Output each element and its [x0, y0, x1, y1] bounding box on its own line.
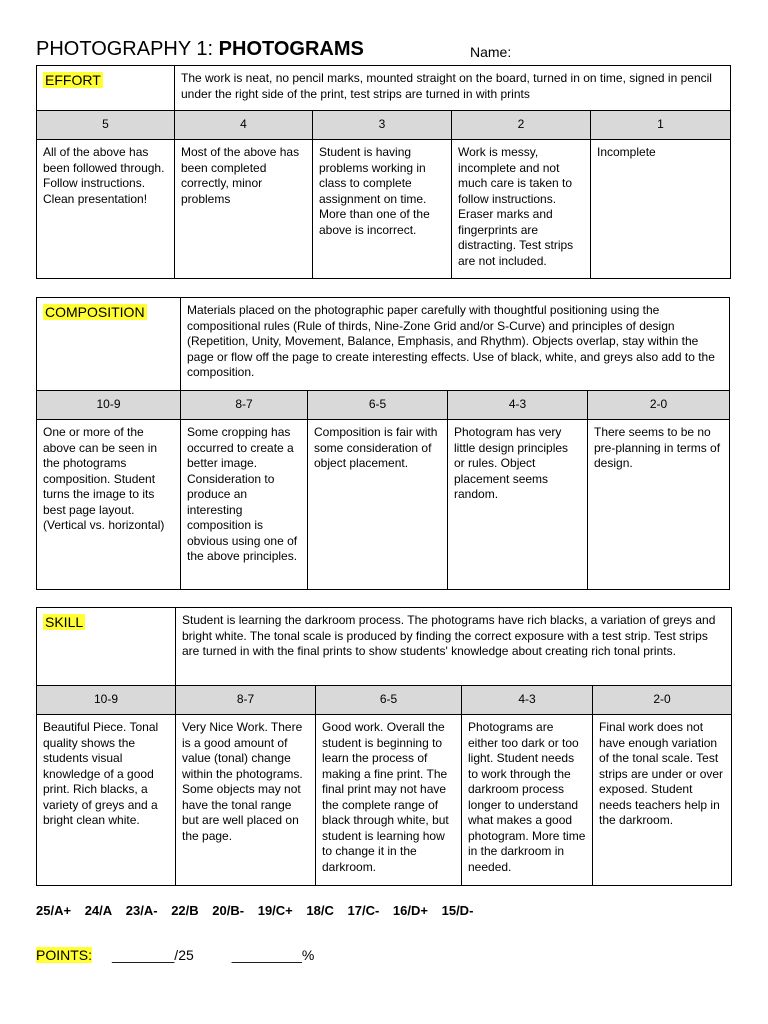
skill-criterion: Good work. Overall the student is beginning to learn the process of making a fine print. The final print may not have the complete range of black through white, but student is learning how to change it in the darkroom. [316, 715, 462, 886]
grade-item: 23/A- [125, 903, 158, 918]
effort-score: 3 [313, 111, 452, 140]
skill-category [37, 608, 176, 686]
skill-score: 10-9 [37, 686, 176, 715]
skill-label: SKILL [45, 614, 84, 630]
skill-criterion: Very Nice Work. There is a good amount of value (tonal) change within the photograms. Some objects may not have the tonal range but are well placed on the page. [176, 715, 316, 886]
composition-score: 6-5 [308, 391, 448, 420]
composition-score: 10-9 [37, 391, 181, 420]
composition-criterion: Some cropping has occurred to create a better image. Consideration to produce an interesting composition is obvious using one of the above principles. [181, 420, 308, 590]
points-score-blank[interactable]: ________/25 [112, 947, 194, 963]
composition-criterion: Photogram has very little design principles or rules. Object placement seems random. [448, 420, 588, 590]
grade-item: 25/A+ [36, 903, 72, 918]
effort-score: 4 [175, 111, 313, 140]
composition-criterion: Composition is fair with some consideration of object placement. [308, 420, 448, 590]
effort-score: 1 [591, 111, 731, 140]
grade-scale [36, 903, 482, 918]
composition-category [37, 298, 181, 391]
grade-item: 22/B [171, 903, 199, 918]
effort-score: 5 [37, 111, 175, 140]
composition-score: 4-3 [448, 391, 588, 420]
points-label: POINTS: [36, 947, 93, 963]
title-main: PHOTOGRAMS [218, 38, 364, 60]
grade-item: 24/A [84, 903, 113, 918]
name-label: Name: [470, 44, 512, 60]
composition-score: 8-7 [181, 391, 308, 420]
composition-label: COMPOSITION [45, 304, 145, 320]
skill-score: 6-5 [316, 686, 462, 715]
composition-criterion: One or more of the above can be seen in the photograms composition. Student turns the image to its best page layout. (Vertical vs. horizontal) [37, 420, 181, 590]
effort-description: The work is neat, no pencil marks, mounted straight on the board, turned in on time, signed in pencil under the right side of the print, test strips are turned in with prints [175, 66, 731, 111]
skill-table [36, 607, 732, 886]
title-prefix: PHOTOGRAPHY 1: [36, 38, 214, 60]
grade-item: 17/C- [347, 903, 380, 918]
effort-label: EFFORT [45, 72, 101, 88]
effort-criterion: Incomplete [591, 140, 731, 279]
skill-description: Student is learning the darkroom process. The photograms have rich blacks, a variation of greys and bright white. The tonal scale is produced by finding the correct exposure with a test strip. Test strips are turned in with the final prints to show students' knowledge about creating rich tonal prints. [176, 608, 732, 686]
grade-item: 16/D+ [392, 903, 428, 918]
effort-criterion: Work is messy, incomplete and not much care is taken to follow instructions. Eraser marks and fingerprints are distracting. Test strips are not included. [452, 140, 591, 279]
effort-score: 2 [452, 111, 591, 140]
skill-criterion: Final work does not have enough variation of the tonal scale. Test strips are under or over exposed. Student needs teachers help in the darkroom. [593, 715, 732, 886]
skill-score: 4-3 [462, 686, 593, 715]
composition-criterion: There seems to be no pre-planning in terms of design. [588, 420, 730, 590]
effort-table [36, 65, 731, 279]
effort-criterion: All of the above has been followed through. Follow instructions. Clean presentation! [37, 140, 175, 279]
points-percent-blank[interactable]: _________% [231, 947, 315, 963]
effort-category [37, 66, 175, 111]
composition-score: 2-0 [588, 391, 730, 420]
skill-score: 2-0 [593, 686, 732, 715]
skill-criterion: Photograms are either too dark or too light. Student needs to work through the darkroom process longer to understand what makes a good photogram. More time in the darkroom in needed. [462, 715, 593, 886]
points-row [36, 947, 314, 963]
composition-table [36, 297, 730, 590]
effort-criterion: Most of the above has been completed correctly, minor problems [175, 140, 313, 279]
effort-criterion: Student is having problems working in class to complete assignment on time. More than one of the above is incorrect. [313, 140, 452, 279]
grade-item: 15/D- [441, 903, 474, 918]
grade-item: 19/C+ [257, 903, 293, 918]
page-title [36, 38, 364, 61]
skill-score: 8-7 [176, 686, 316, 715]
grade-item: 20/B- [212, 903, 245, 918]
grade-item: 18/C [306, 903, 334, 918]
composition-description: Materials placed on the photographic paper carefully with thoughtful positioning using the compositional rules (Rule of thirds, Nine-Zone Grid and/or S-Curve) and principles of design (Repetition, Unity, Movement, Balance, Emphasis, and Rhythm). Objects overlap, stay within the page or flow off the page to create interesting effects. Use of black, white, and greys also add to the composition. [181, 298, 730, 391]
skill-criterion: Beautiful Piece. Tonal quality shows the students visual knowledge of a good print. Rich blacks, a variety of greys and a bright clean white. [37, 715, 176, 886]
